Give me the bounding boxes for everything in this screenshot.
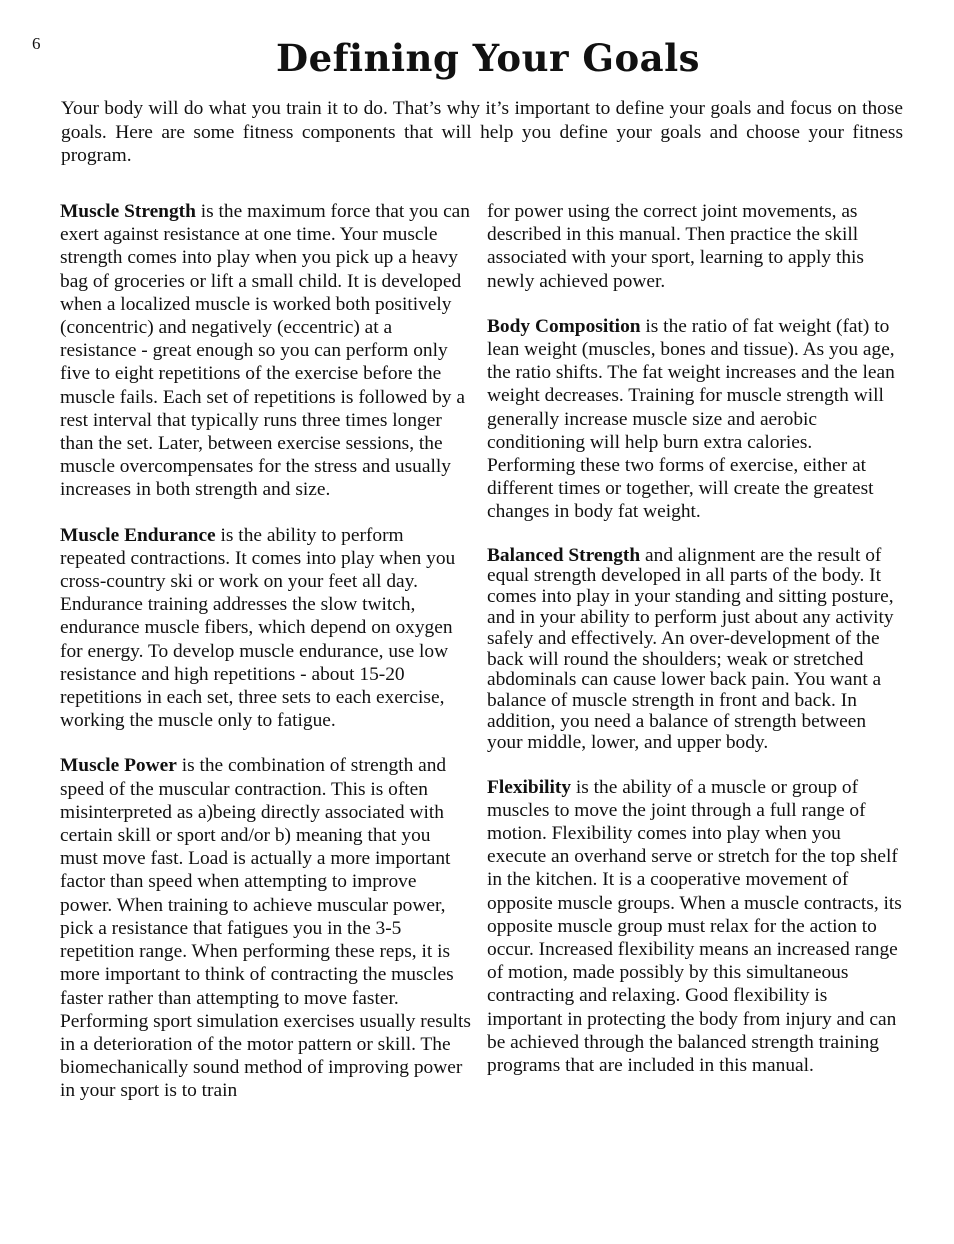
- intro-paragraph: Your body will do what you train it to do. That’s why it’s important to define your goals and focus on those goals. Here are some fitness components that will help you define your goals and choose your fitness program.: [61, 98, 903, 166]
- body-composition-paragraph: [487, 315, 903, 524]
- body-composition-term: Body Composition: [487, 315, 641, 337]
- muscle-strength-paragraph: [60, 200, 472, 502]
- muscle-strength-text: is the maximum force that you can exert against resistance at one time. Your muscle strength comes into play when you pick up a heavy bag of groceries or lift a small child. It is developed when a localized muscle is worked both positively (concentric) and negatively (eccentric) at a resistance - great enough so you can perform only five to eight repetitions of the exercise before the muscle fails. Each set of repetitions is followed by a rest interval that typically runs three times longer than the set. Later, between exercise sessions, the muscle overcompensates for the stress and usually increases in both strength and size.: [60, 201, 470, 501]
- muscle-endurance-paragraph: [60, 524, 472, 733]
- flexibility-term: Flexibility: [487, 776, 572, 798]
- flexibility-text: is the ability of a muscle or group of muscles to move the joint through a full range of motion. Flexibility comes into play when you execute an overhand serve or stretch for the top shelf in the kitchen. It is a cooperative movement of opposite muscle groups. When a muscle contracts, its opposite muscle group must relax for the action to occur. Increased flexibility means an increased range of motion, made possibly by this simultaneous contracting and relaxing. Good flexibility is important in protecting the body from injury and can be achieved through the balanced strength training programs that are included in this manual.: [487, 776, 902, 1077]
- right-column: [487, 200, 903, 1099]
- balanced-strength-text: and alignment are the result of equal strength developed in all parts of the body. It comes into play in your standing and sitting posture, and in your ability to perform just about any activity safely and effectively. An over-development of the back will round the shoulders; weak or stretched abdominals can cause lower back pain. You want a balance of muscle strength in front and back. In addition, you need a balance of strength between your middle, lower, and upper body.: [487, 544, 894, 753]
- muscle-power-text: is the combination of strength and speed of the muscular contraction. This is often misinterpreted as a)being directly associated with certain skill or sport and/or b) meaning that you must move fast. Load is actually a more important factor than speed when attempting to improve power. When training to achieve muscular power, pick a resistance that fatigues you in the 3-5 repetition range. When performing these reps, it is more important to think of contracting the muscles faster rather than attempting to move faster. Performing sport simulation exercises usually results in a deterioration of the motor pattern or skill. The biomechanically sound method of improving power in your sport is to train: [60, 755, 471, 1102]
- balanced-strength-term: Balanced Strength: [487, 544, 641, 566]
- muscle-power-term: Muscle Power: [60, 755, 177, 777]
- muscle-power-paragraph: [60, 754, 472, 1102]
- page-number: 6: [32, 34, 41, 53]
- muscle-strength-term: Muscle Strength: [60, 201, 196, 222]
- muscle-endurance-text: is the ability to perform repeated contractions. It comes into play when you cross-country ski or work on your feet all day. Endurance training addresses the slow twitch, endurance muscle fibers, which depend on oxygen for energy. To develop muscle endurance, use low resistance and high repetitions - about 15-20 repetitions in each set, three sets to each exercise, working the muscle only to fatigue.: [60, 524, 456, 732]
- muscle-endurance-term: Muscle Endurance: [60, 524, 216, 546]
- flexibility-paragraph: [487, 776, 903, 1078]
- balanced-strength-paragraph: [487, 546, 903, 754]
- left-column: [60, 200, 472, 1125]
- page-title: Defining Your Goals: [276, 36, 700, 80]
- body-composition-text: is the ratio of fat weight (fat) to lean weight (muscles, bones and tissue). As you age, the ratio shifts. The fat weight increases and the lean weight decreases. Training for muscle strength will generally increase muscle size and aerobic conditioning will help burn extra calories. Performing these two forms of exercise, either at different times or together, will create the greatest changes in body fat weight.: [487, 315, 895, 523]
- muscle-power-continued: for power using the correct joint movements, as described in this manual. Then practice the skill associated with your sport, learning to apply this newly achieved power.: [487, 201, 864, 292]
